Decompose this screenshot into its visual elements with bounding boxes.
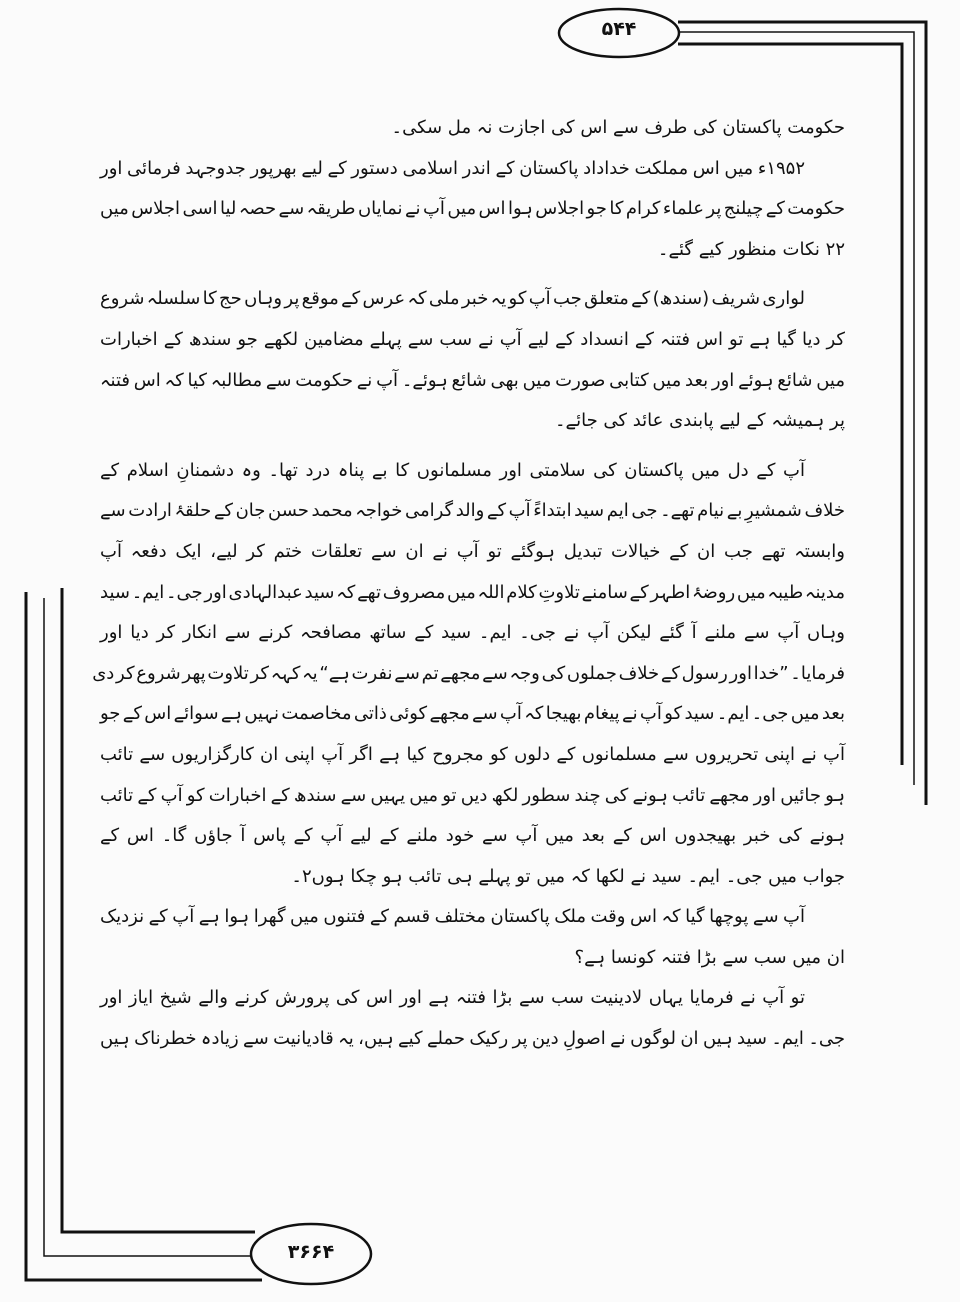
text-line: ان میں سب سے بڑا فتنہ کونسا ہے؟ xyxy=(574,946,845,968)
text-line: فرمایا۔ ”خدا اور رسول کے خلاف جملوں کی وجہ سے مجھے تم سے نفرت ہے“ یہ کہہ کر تلاوت پھر شروع کر دی xyxy=(92,662,845,684)
text-line-row xyxy=(100,279,845,320)
text-line: جی۔ ایم۔ سید ہیں ان لوگوں نے اصولِ دین پر رکیک حملے کیے ہیں، یہ قادیانیت سے زیادہ خطرناک ہیں xyxy=(100,1028,845,1050)
text-line-row xyxy=(92,654,845,695)
text-line-row xyxy=(100,491,845,532)
paragraph xyxy=(100,897,845,978)
text-line: ہو جائیں اور مجھے تائب ہونے کی چند سطور لکھ دیں تو میں یہیں سے سندھ کے اخبارات کو آپ کے تائب xyxy=(100,784,845,806)
text-line: حکومت کے چیلنج پر علماء کرام کا جو اجلاس ہوا اس میں آپ نے نمایاں طریقہ سے حصہ لیا اسی اجلاس میں xyxy=(100,198,845,220)
text-line-row xyxy=(100,189,845,230)
text-line: آپ نے اپنی تحریروں سے مسلمانوں کے دلوں کو مجروح کیا ہے اگر آپ اپنی ان کارگزاریوں سے تائب xyxy=(100,743,845,765)
text-line-row xyxy=(100,694,845,735)
text-line-row xyxy=(100,816,845,857)
text-line-row xyxy=(100,938,845,979)
text-line: مدینہ طیبہ میں روضۂ اطہر کے سامنے تلاوتِ کلام اللہ میں مصروف تھے کہ سید عبدالہادی اور جی۔ ایم۔ سید xyxy=(100,581,845,603)
paragraph xyxy=(100,149,845,271)
text-line: ہونے کی خبر بھیجدوں اس کے بعد میں آپ سے خود ملنے کے لیے آپ کے پاس آ جاؤں گا۔ اس کے xyxy=(100,825,845,847)
text-line: بعد میں جی۔ ایم۔ سید کو آپ نے پیغام بھیجا کہ آپ سے مجھے کوئی ذاتی مخاصمت نہیں ہے سوائے اس کے جو xyxy=(100,703,845,725)
text-line-row xyxy=(100,735,845,776)
text-line-row xyxy=(100,451,845,492)
text-line-row xyxy=(100,1019,845,1060)
text-line-row xyxy=(100,857,845,898)
text-line-row xyxy=(100,978,845,1019)
text-line: وہاں آپ سے ملنے آ گئے لیکن آپ نے جی۔ ایم۔ سید کے ساتھ مصافحہ کرنے سے انکار کر دیا اور xyxy=(100,622,845,644)
paragraph xyxy=(92,451,845,898)
text-line: پر ہمیشہ کے لیے پابندی عائد کی جائے۔ xyxy=(554,410,845,432)
text-line: وابستہ تھے جب ان کے خیالات تبدیل ہوگئے تو آپ نے ان سے تعلقات ختم کر لیے، ایک دفعہ آپ xyxy=(100,540,845,562)
paragraph xyxy=(100,108,845,149)
text-line-row xyxy=(100,776,845,817)
text-line: ۲۲ نکات منظور کیے گئے۔ xyxy=(657,238,845,260)
text-line: حکومت پاکستان کی طرف سے اس کی اجازت نہ مل سکی۔ xyxy=(391,117,845,138)
text-line: لواری شریف (سندھ) کے متعلق جب آپ کو یہ خبر ملی کہ عرس کے موقع پر وہاں حج کا سلسلہ شروع xyxy=(100,288,805,310)
text-line-row xyxy=(100,897,845,938)
top-page-number: ۵۴۴ xyxy=(601,18,637,40)
text-line: میں شائع ہوئے اور بعد میں کتابی صورت میں بھی شائع ہوئے۔ آپ نے حکومت سے مطالبہ کیا کہ اس فتنہ xyxy=(100,369,845,391)
text-line-row xyxy=(100,573,845,614)
paragraph xyxy=(100,279,845,441)
text-line-row xyxy=(100,320,845,361)
text-line-row xyxy=(100,361,845,402)
text-line: تو آپ نے فرمایا یہاں لادینیت سب سے بڑا فتنہ ہے اور اس کی پرورش کرنے والے شیخ ایاز اور xyxy=(100,987,805,1009)
bottom-page-number: ۳۶۶۴ xyxy=(287,1241,335,1263)
text-line-row xyxy=(100,149,845,190)
text-line-row xyxy=(100,230,845,271)
text-line-row xyxy=(100,613,845,654)
text-line: آپ سے پوچھا گیا کہ اس وقت ملک پاکستان مختلف قسم کے فتنوں میں گھرا ہوا ہے آپ کے نزدیک xyxy=(100,906,805,928)
text-line: کر دیا گیا ہے تو اس فتنہ کے انسداد کے لیے آپ نے سب سے پہلے مضامین لکھے جو سندھ کے اخبارات xyxy=(100,328,845,350)
paragraph xyxy=(100,978,845,1059)
text-line-row xyxy=(100,401,845,442)
text-line: ۱۹۵۲ء میں اس مملکت خداداد پاکستان کے اندر اسلامی دستور کے لیے بھرپور جدوجہد فرمائی اور xyxy=(100,157,805,179)
text-line: جواب میں جی۔ ایم۔ سید نے لکھا کہ میں تو پہلے ہی تائب ہو چکا ہوں۲۔ xyxy=(291,865,845,887)
body-text xyxy=(92,108,845,1060)
text-line: خلاف شمشیرِ بے نیام تھے۔ جی ایم سید ابتداءً آپ کے والد گرامی خواجہ محمد حسن جان کے حلقۂ ارادت سے xyxy=(100,500,845,522)
text-line: آپ کے دل میں پاکستان کی سلامتی اور مسلمانوں کا بے پناہ درد تھا۔ وہ دشمنانِ اسلام کے xyxy=(100,459,805,481)
text-line-row xyxy=(100,532,845,573)
text-line-row xyxy=(100,108,845,149)
